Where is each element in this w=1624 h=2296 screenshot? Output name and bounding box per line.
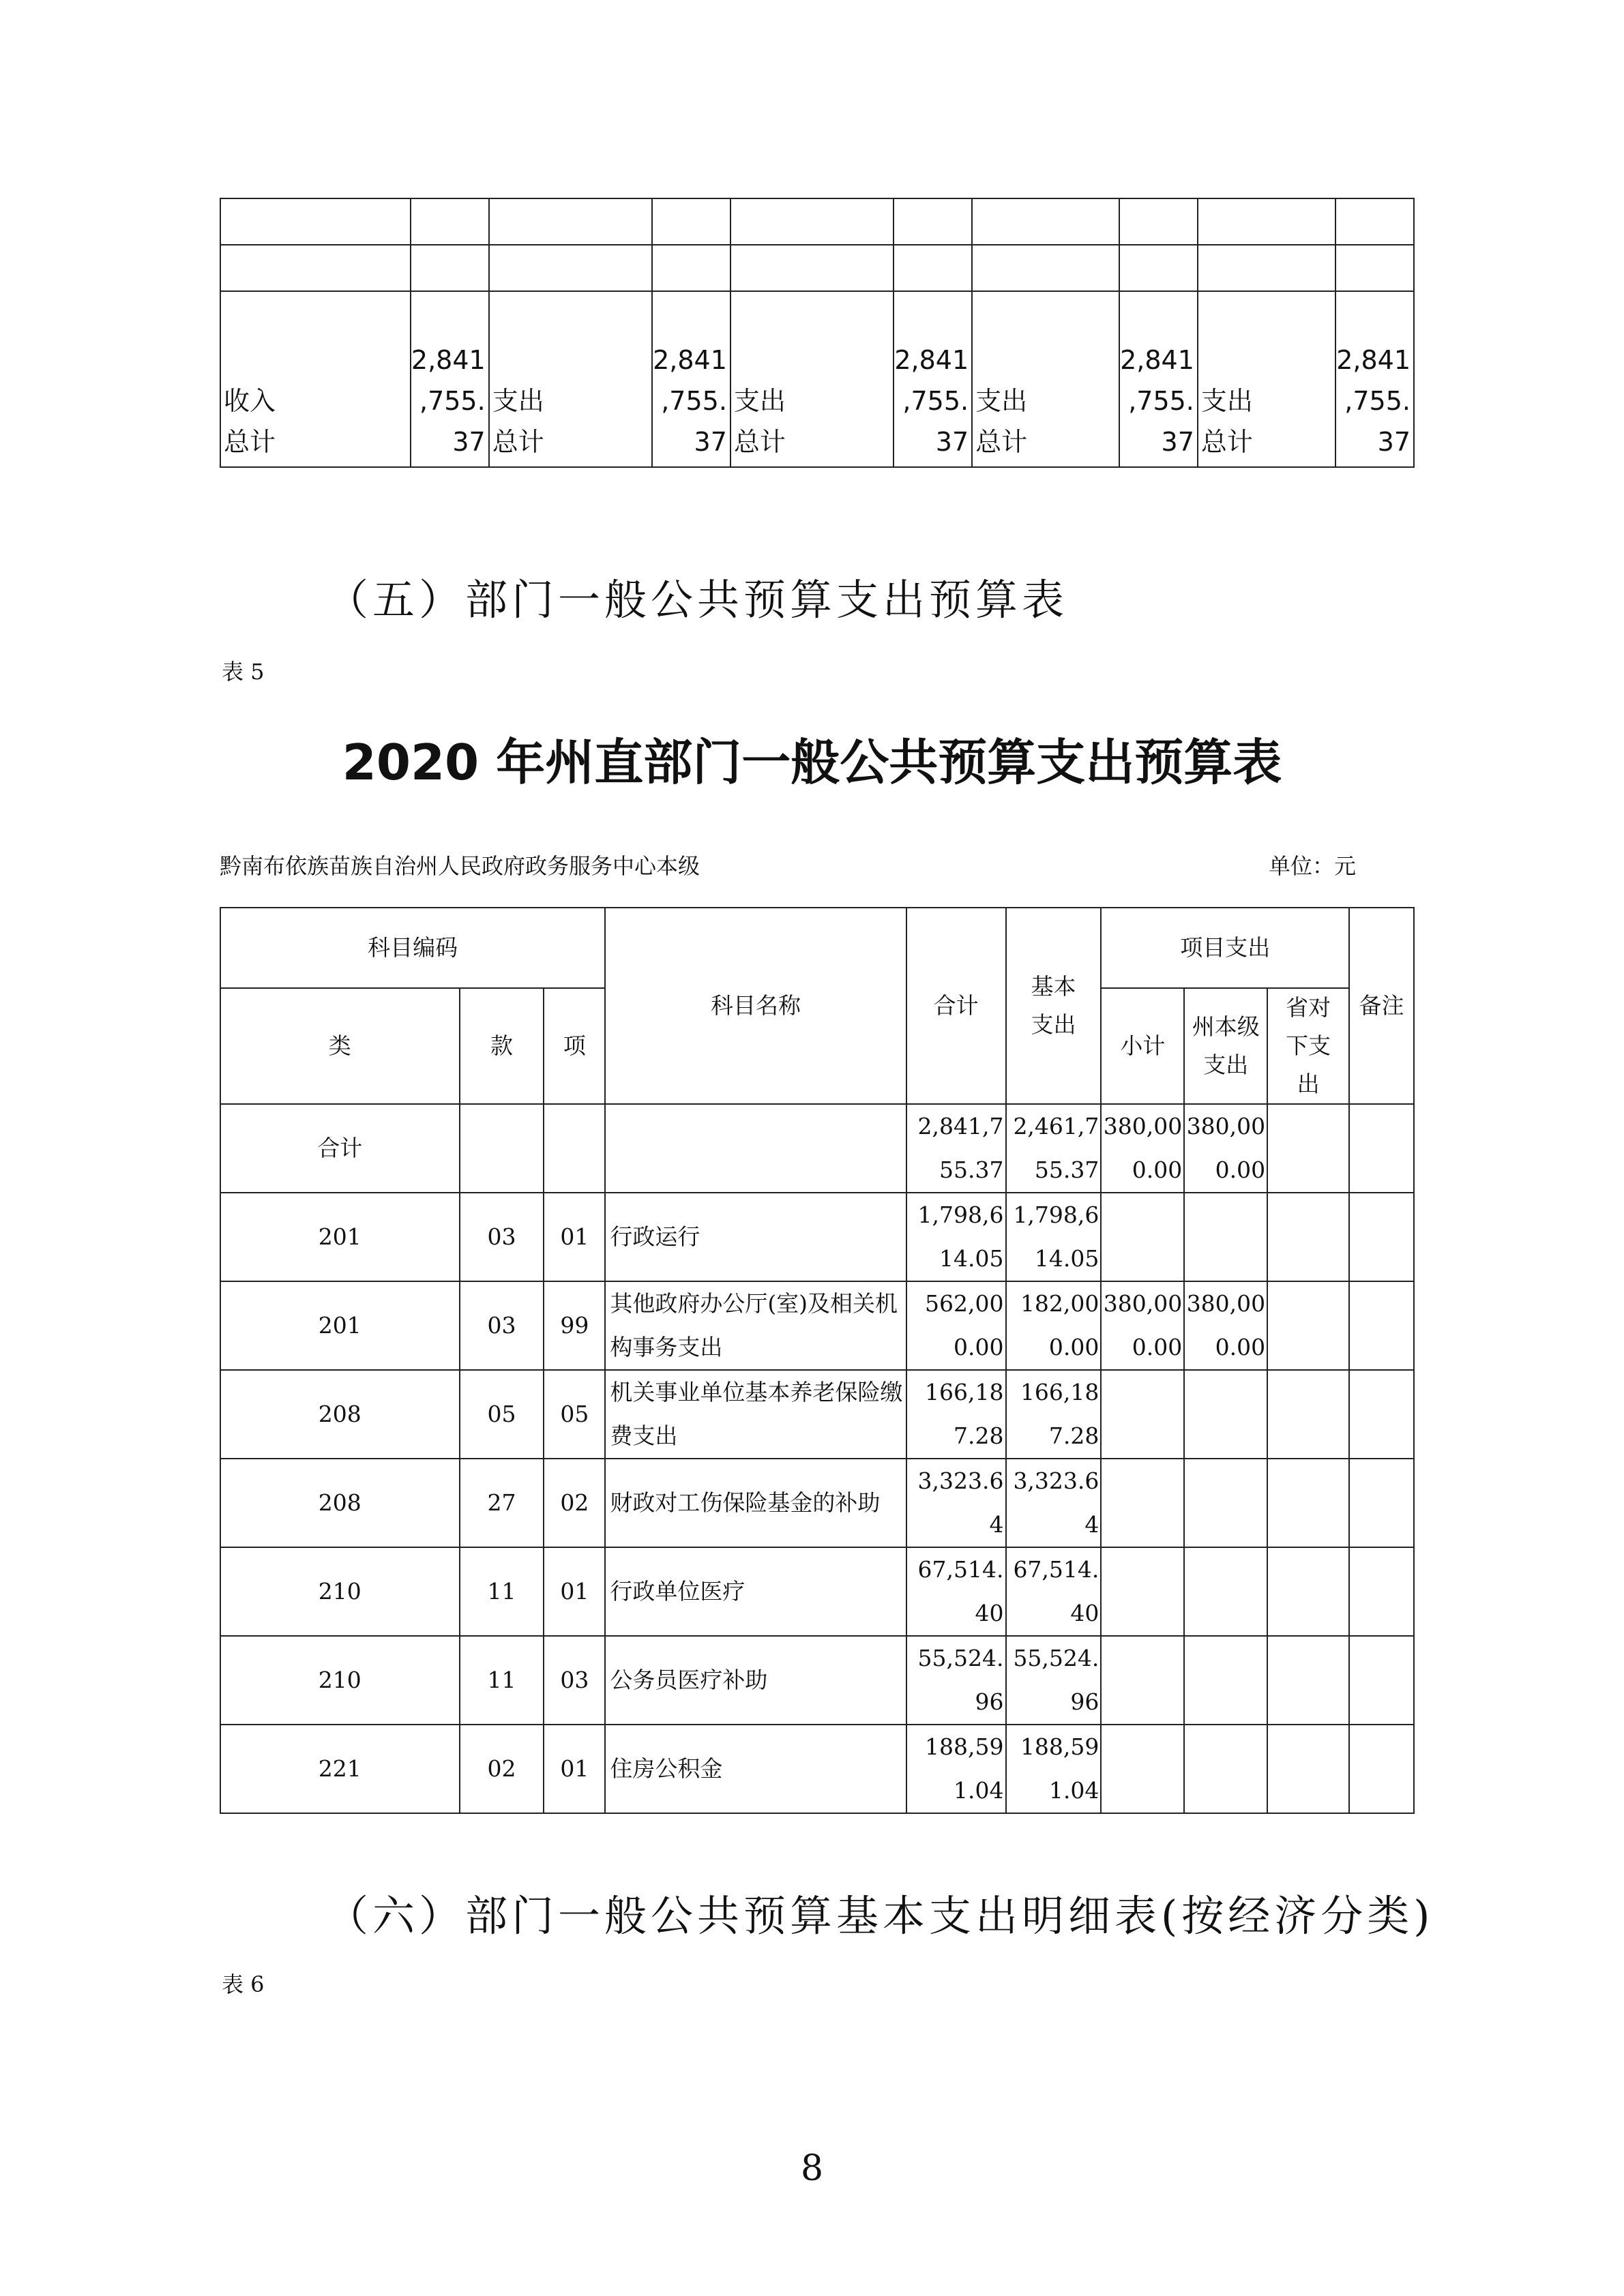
- cell-province-down: [1267, 1725, 1349, 1813]
- expense-total-amount: 2,841 ,755. 37: [652, 291, 730, 467]
- table-row: [220, 1193, 1414, 1281]
- cell-xiang: 99: [544, 1281, 605, 1370]
- header-lei: 类: [220, 988, 460, 1104]
- header-xiang: 项: [544, 988, 605, 1104]
- cell-name: 行政单位医疗: [605, 1547, 906, 1636]
- cell-remark: [1349, 1104, 1414, 1193]
- cell-name: 行政运行: [605, 1193, 906, 1281]
- cell-remark: [1349, 1370, 1414, 1459]
- cell-province-down: [1267, 1281, 1349, 1370]
- cell-total: 2,841,755.37: [906, 1104, 1006, 1193]
- section6-heading: （六）部门一般公共预算基本支出明细表(按经济分类): [326, 1891, 1434, 1941]
- header-project: 项目支出: [1101, 908, 1349, 988]
- cell-lei: 208: [220, 1459, 460, 1547]
- header-subject-name: 科目名称: [605, 908, 906, 1104]
- table6-label: 表 6: [222, 1971, 265, 1997]
- cell-remark: [1349, 1547, 1414, 1636]
- header-basic: 基本支出: [1006, 908, 1102, 1104]
- cell-remark: [1349, 1725, 1414, 1813]
- header-subject-code: 科目编码: [220, 908, 605, 988]
- expense-total-label: 支出 总计: [730, 291, 894, 467]
- cell-province-down: [1267, 1547, 1349, 1636]
- cell-province-down: [1267, 1636, 1349, 1725]
- cell-basic: 188,591.04: [1006, 1725, 1102, 1813]
- cell-subtotal: [1101, 1725, 1184, 1813]
- table-row: [220, 1459, 1414, 1547]
- organization-name: 黔南布依族苗族自治州人民政府政务服务中心本级: [220, 853, 700, 879]
- cell-prefecture: [1184, 1725, 1267, 1813]
- cell-prefecture: 380,000.00: [1184, 1281, 1267, 1370]
- cell-total: 67,514.40: [906, 1547, 1006, 1636]
- cell-subtotal: 380,000.00: [1101, 1104, 1184, 1193]
- cell-lei: 201: [220, 1193, 460, 1281]
- cell-basic: 2,461,755.37: [1006, 1104, 1102, 1193]
- cell-xiang: 01: [544, 1725, 605, 1813]
- expense-total-amount: 2,841 ,755. 37: [894, 291, 972, 467]
- cell-xiang: [544, 1104, 605, 1193]
- table-row: [220, 1547, 1414, 1636]
- cell-xiang: 05: [544, 1370, 605, 1459]
- summary-table: [220, 198, 1415, 468]
- income-total-amount: 2,841 ,755. 37: [411, 291, 489, 467]
- cell-name: 财政对工伤保险基金的补助: [605, 1459, 906, 1547]
- cell-total: 3,323.64: [906, 1459, 1006, 1547]
- cell-prefecture: [1184, 1636, 1267, 1725]
- header-prefecture: 州本级支出: [1184, 988, 1267, 1104]
- cell-kuan: [460, 1104, 544, 1193]
- cell-lei: 合计: [220, 1104, 460, 1193]
- cell-remark: [1349, 1459, 1414, 1547]
- cell-subtotal: [1101, 1547, 1184, 1636]
- cell-basic: 55,524.96: [1006, 1636, 1102, 1725]
- expense-total-amount: 2,841 ,755. 37: [1119, 291, 1198, 467]
- cell-total: 562,000.00: [906, 1281, 1006, 1370]
- cell-lei: 208: [220, 1370, 460, 1459]
- cell-lei: 201: [220, 1281, 460, 1370]
- cell-kuan: 27: [460, 1459, 544, 1547]
- cell-prefecture: 380,000.00: [1184, 1104, 1267, 1193]
- header-subtotal: 小计: [1101, 988, 1184, 1104]
- cell-prefecture: [1184, 1547, 1267, 1636]
- cell-subtotal: [1101, 1193, 1184, 1281]
- cell-kuan: 03: [460, 1281, 544, 1370]
- table5-title: 2020 年州直部门一般公共预算支出预算表: [342, 734, 1282, 791]
- cell-basic: 1,798,614.05: [1006, 1193, 1102, 1281]
- cell-province-down: [1267, 1370, 1349, 1459]
- page-number: 8: [800, 2148, 824, 2189]
- expense-total-label: 支出 总计: [1198, 291, 1335, 467]
- cell-remark: [1349, 1193, 1414, 1281]
- cell-kuan: 11: [460, 1636, 544, 1725]
- cell-remark: [1349, 1281, 1414, 1370]
- table-row: [220, 1370, 1414, 1459]
- cell-subtotal: [1101, 1370, 1184, 1459]
- income-total-label: 收入 总计: [220, 291, 411, 467]
- cell-subtotal: [1101, 1459, 1184, 1547]
- cell-province-down: [1267, 1193, 1349, 1281]
- header-kuan: 款: [460, 988, 544, 1104]
- cell-basic: 166,187.28: [1006, 1370, 1102, 1459]
- cell-basic: 67,514.40: [1006, 1547, 1102, 1636]
- header-total: 合计: [906, 908, 1006, 1104]
- cell-xiang: 01: [544, 1547, 605, 1636]
- expense-total-label: 支出 总计: [972, 291, 1119, 467]
- expense-total-label: 支出 总计: [489, 291, 652, 467]
- cell-subtotal: [1101, 1636, 1184, 1725]
- cell-remark: [1349, 1636, 1414, 1725]
- cell-basic: 3,323.64: [1006, 1459, 1102, 1547]
- cell-kuan: 11: [460, 1547, 544, 1636]
- cell-lei: 210: [220, 1547, 460, 1636]
- cell-name: 公务员医疗补助: [605, 1636, 906, 1725]
- table-row: [220, 1104, 1414, 1193]
- cell-lei: 221: [220, 1725, 460, 1813]
- cell-xiang: 01: [544, 1193, 605, 1281]
- cell-xiang: 02: [544, 1459, 605, 1547]
- cell-prefecture: [1184, 1193, 1267, 1281]
- cell-prefecture: [1184, 1459, 1267, 1547]
- table-row: [220, 1725, 1414, 1813]
- cell-total: 166,187.28: [906, 1370, 1006, 1459]
- cell-total: 188,591.04: [906, 1725, 1006, 1813]
- cell-lei: 210: [220, 1636, 460, 1725]
- header-remark: 备注: [1349, 908, 1414, 1104]
- cell-prefecture: [1184, 1370, 1267, 1459]
- cell-kuan: 03: [460, 1193, 544, 1281]
- table-row: [220, 1281, 1414, 1370]
- header-province-down: 省对下支出: [1267, 988, 1349, 1104]
- cell-kuan: 02: [460, 1725, 544, 1813]
- unit-label: 单位：元: [1269, 853, 1357, 879]
- cell-basic: 182,000.00: [1006, 1281, 1102, 1370]
- section5-heading: （五）部门一般公共预算支出预算表: [326, 575, 1069, 625]
- cell-total: 1,798,614.05: [906, 1193, 1006, 1281]
- cell-province-down: [1267, 1459, 1349, 1547]
- cell-subtotal: 380,000.00: [1101, 1281, 1184, 1370]
- table-row: [220, 1636, 1414, 1725]
- cell-name: 其他政府办公厅(室)及相关机构事务支出: [605, 1281, 906, 1370]
- cell-name: 机关事业单位基本养老保险缴费支出: [605, 1370, 906, 1459]
- expense-total-amount: 2,841 ,755. 37: [1335, 291, 1414, 467]
- cell-province-down: [1267, 1104, 1349, 1193]
- cell-xiang: 03: [544, 1636, 605, 1725]
- table5-label: 表 5: [222, 659, 265, 685]
- cell-name: 住房公积金: [605, 1725, 906, 1813]
- cell-name: [605, 1104, 906, 1193]
- cell-total: 55,524.96: [906, 1636, 1006, 1725]
- budget-expenditure-table: [220, 907, 1415, 1814]
- table-body: [220, 1104, 1414, 1813]
- cell-kuan: 05: [460, 1370, 544, 1459]
